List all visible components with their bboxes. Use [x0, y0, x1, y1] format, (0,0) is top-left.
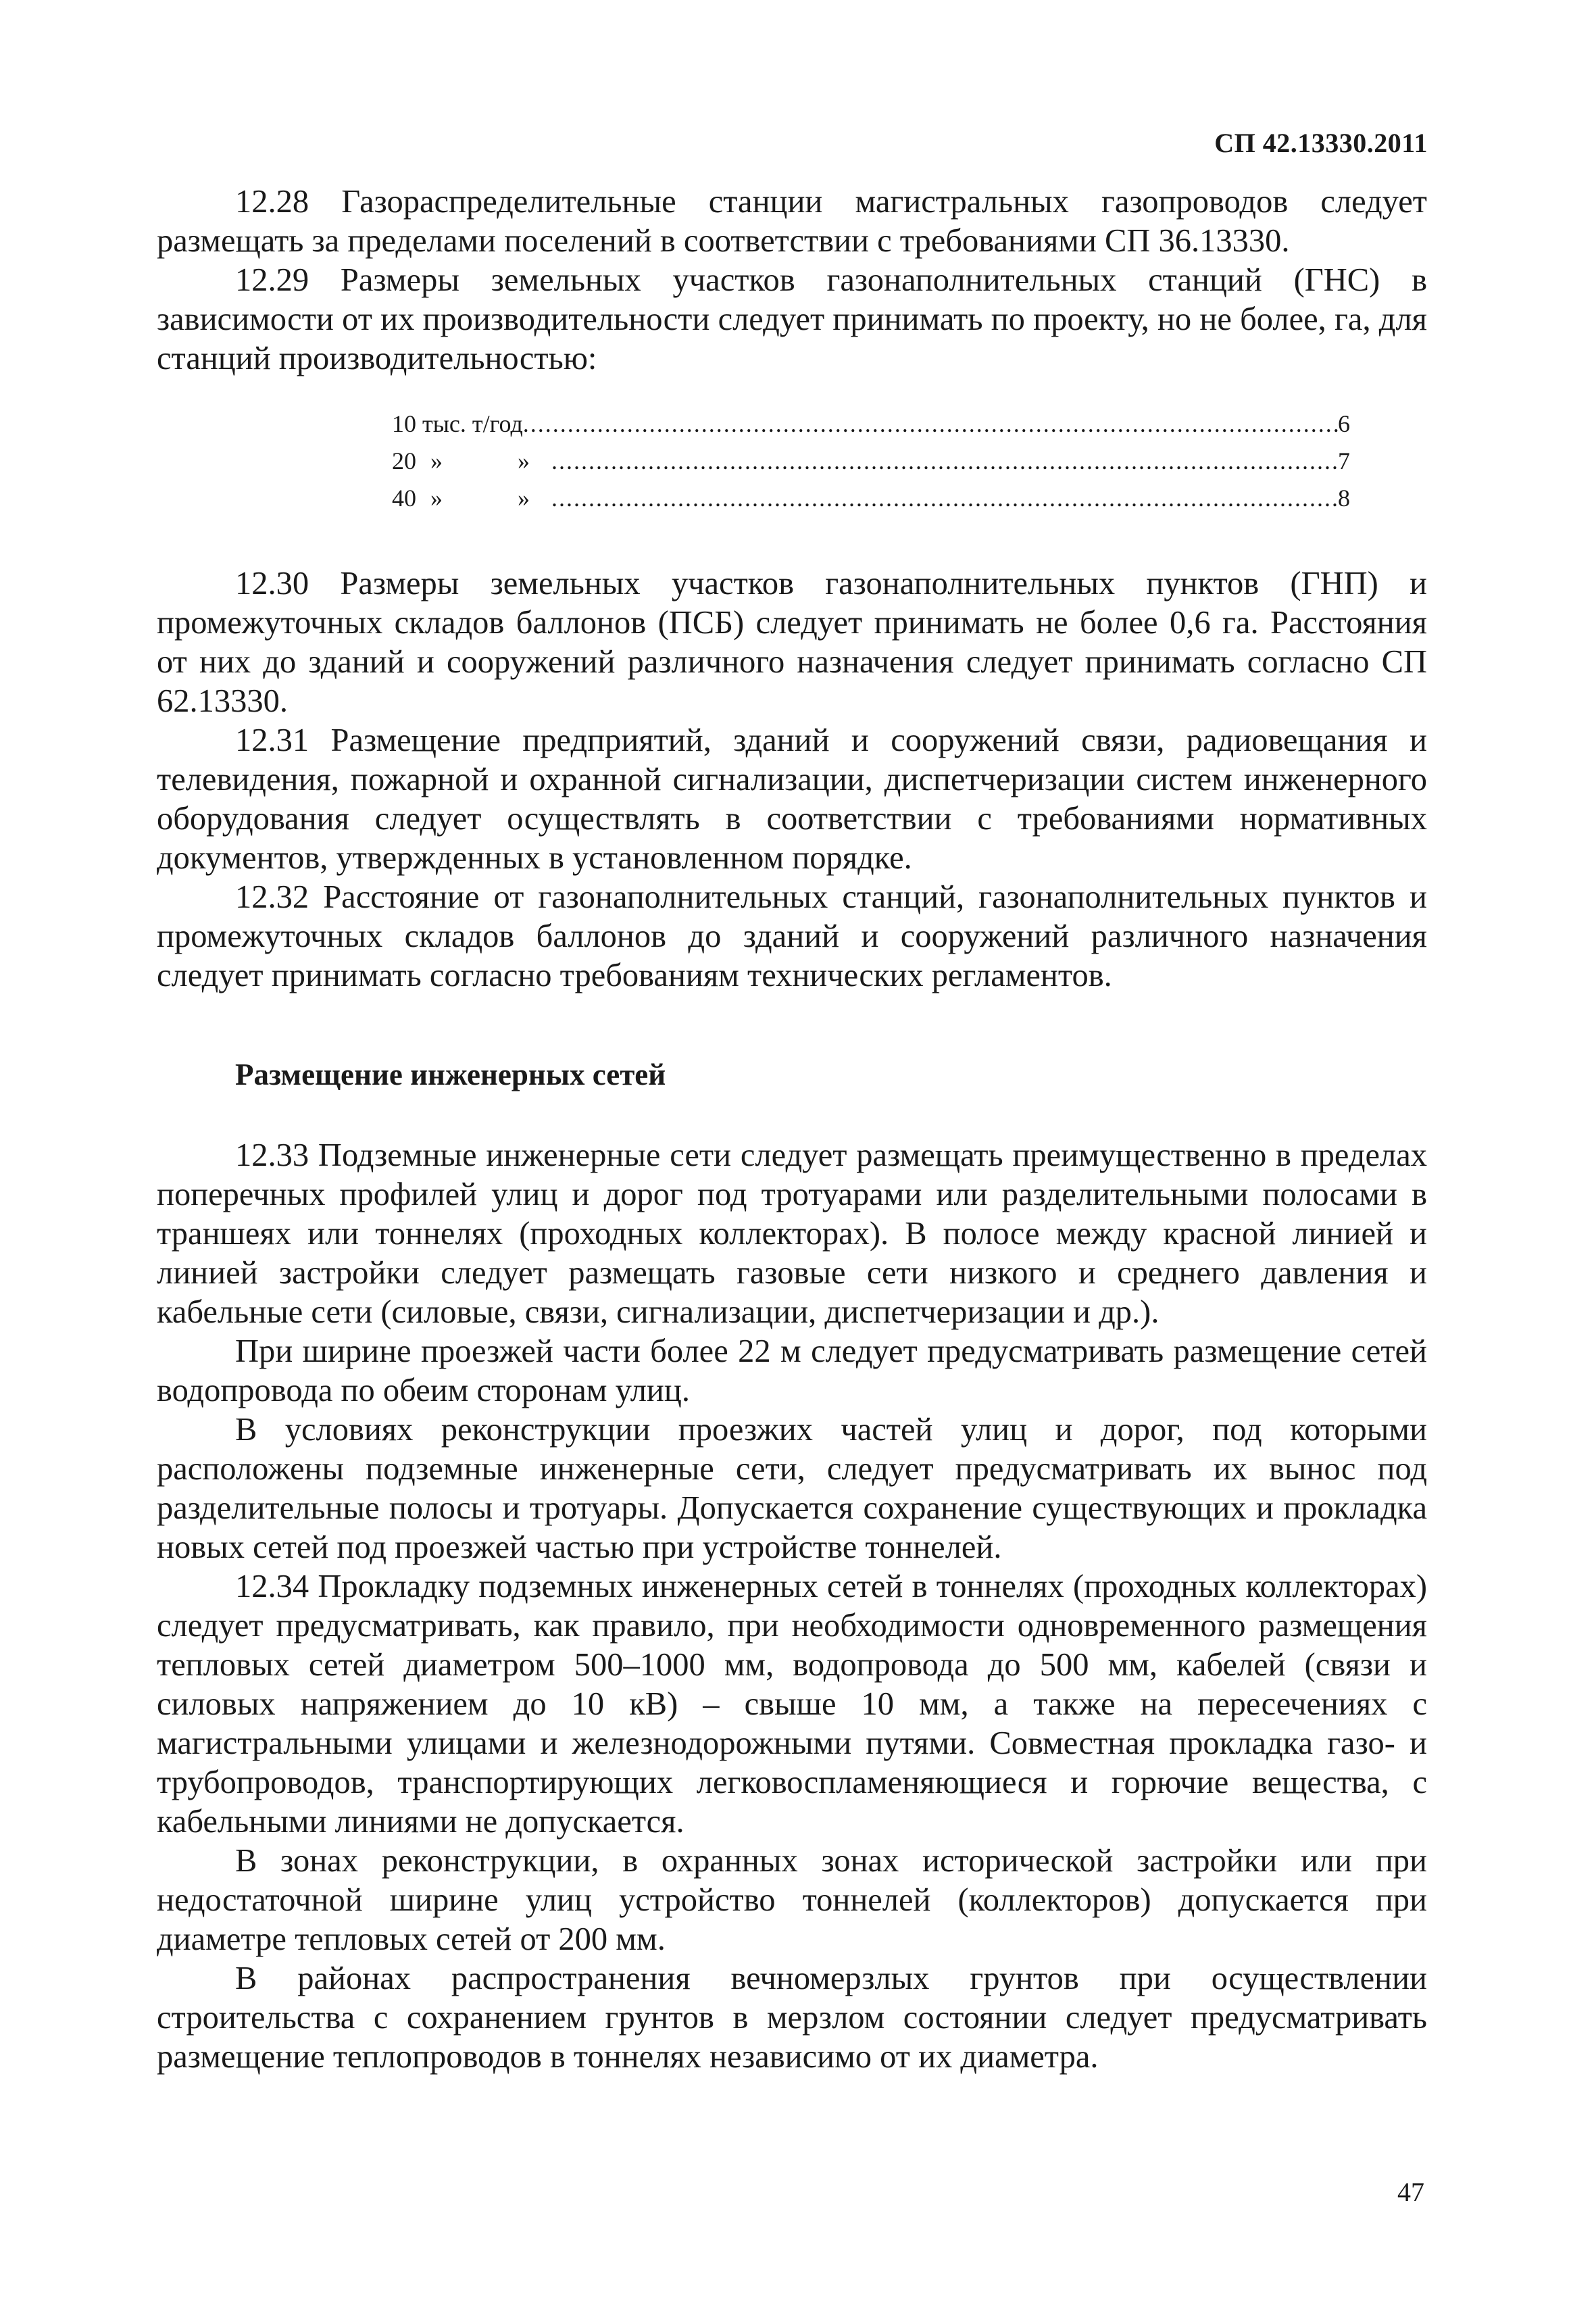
capacity-table: [392, 405, 1350, 517]
section-heading: Размещение инженерных сетей: [235, 1058, 666, 1091]
capacity-value: 7: [1338, 447, 1350, 474]
capacity-number: 40: [392, 485, 416, 512]
leader-dots: [551, 480, 1338, 517]
paragraph-12-30: 12.30 Размеры земельных участков газонаполнительных пунктов (ГНП) и промежуточных складов баллонов (ПСБ) следует принимать не более 0,6 га. Расстояния от них до зданий и сооружений различного назначения следует принимать согласно СП 62.13330.: [157, 566, 1427, 719]
capacity-label: [392, 443, 551, 480]
paragraph-permafrost: В районах распространения вечномерзлых грунтов при осуществлении строительства с сохранением грунтов в мерзлом состоянии следует предусматривать размещение теплопроводов в тоннелях независимо от их диаметра.: [157, 1961, 1427, 2075]
leader-dots: [523, 405, 1338, 443]
capacity-row: [392, 443, 1350, 480]
paragraph-12-34: 12.34 Прокладку подземных инженерных сетей в тоннелях (проходных коллекторах) следует предусматривать, как правило, при необходимости одновременного размещения тепловых сетей диаметром 500–1000 мм, водопровода до 500 мм, кабелей (связи и силовых напряжением до 10 кВ) – свыше 10 мм, а также на пересечениях с магистральными улицами и железнодорожными путями. Совместная прокладка газо- и трубопроводов, транспортирующих легковоспламеняющиеся и горючие вещества, с кабельными линиями не допускается.: [157, 1569, 1427, 1840]
capacity-label: 10 тыс. т/год: [392, 410, 523, 437]
paragraph-12-32: 12.32 Расстояние от газонаполнительных станций, газонаполнительных пунктов и промежуточных складов баллонов до зданий и сооружений различного назначения следует принимать согласно требованиям технических регламентов.: [157, 879, 1427, 993]
capacity-row: [392, 405, 1350, 443]
paragraph-road-width: При ширине проезжей части более 22 м следует предусматривать размещение сетей водопровода по обеим сторонам улиц.: [157, 1333, 1427, 1408]
paragraph-12-28: 12.28 Газораспределительные станции магистральных газопроводов следует размещать за пределами поселений в соответствии с требованиями СП 36.13330.: [157, 184, 1427, 259]
ditto-mark: »: [518, 447, 530, 474]
page-body: [157, 182, 1427, 2077]
page-number: 47: [1397, 2177, 1424, 2207]
paragraph-12-31: 12.31 Размещение предприятий, зданий и сооружений связи, радиовещания и телевидения, пожарной и охранной сигнализации, диспетчеризации систем инженерного оборудования следует осуществлять в соответствии с требованиями нормативных документов, утвержденных в установленном порядке.: [157, 722, 1427, 876]
ditto-mark: »: [518, 485, 530, 512]
paragraph-12-33: 12.33 Подземные инженерные сети следует размещать преимущественно в пределах поперечных профилей улиц и дорог под тротуарами или разделительными полосами в траншеях или тоннелях (проходных коллекторах). В полосе между красной линией и линией застройки следует размещать газовые сети низкого и среднего давления и кабельные сети (силовые, связи, сигнализации, диспетчеризации и др.).: [157, 1137, 1427, 1330]
capacity-value: 6: [1338, 410, 1350, 437]
ditto-mark: »: [430, 485, 443, 512]
capacity-value: 8: [1338, 485, 1350, 512]
paragraph-reconstruction: В условиях реконструкции проезжих частей улиц и дорог, под которыми расположены подземные инженерные сети, следует предусматривать их вынос под разделительные полосы и тротуары. Допускается сохранение существующих и прокладка новых сетей под проезжей частью при устройстве тоннелей.: [157, 1412, 1427, 1565]
capacity-number: 20: [392, 447, 416, 474]
paragraph-reconstruction-zones: В зонах реконструкции, в охранных зонах исторической застройки или при недостаточной ширине улиц устройство тоннелей (коллекторов) допускается при диаметре тепловых сетей от 200 мм.: [157, 1843, 1427, 1957]
ditto-mark: »: [430, 447, 443, 474]
capacity-row: [392, 480, 1350, 517]
capacity-label: [392, 480, 551, 517]
document-code-header: СП 42.13330.2011: [1214, 128, 1428, 158]
leader-dots: [551, 443, 1338, 480]
paragraph-12-29: 12.29 Размеры земельных участков газонаполнительных станций (ГНС) в зависимости от их производительности следует принимать по проекту, но не более, га, для станций производительностью:: [157, 262, 1427, 376]
